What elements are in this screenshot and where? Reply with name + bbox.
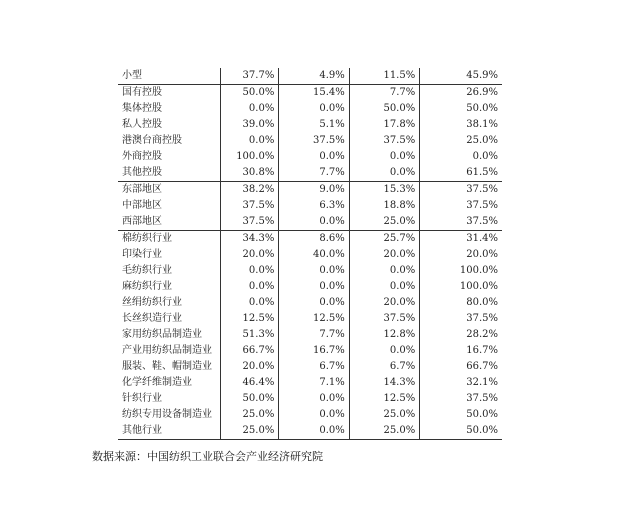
- table-row: [118, 231, 502, 248]
- value-cell: 20.0%: [420, 247, 502, 263]
- value-cell: 18.8%: [349, 198, 419, 214]
- table-body: [118, 68, 502, 440]
- value-cell: 0.0%: [221, 295, 279, 311]
- row-label: 棉纺织行业: [118, 231, 221, 248]
- source-note: 数据来源：中国纺织工业联合会产业经济研究院: [92, 450, 323, 463]
- value-cell: 0.0%: [420, 149, 502, 165]
- row-label: 西部地区: [122, 216, 162, 227]
- value-cell: 0.0%: [279, 214, 349, 231]
- table-row: [118, 327, 502, 343]
- row-label: 纺织专用设备制造业: [122, 409, 212, 420]
- table-row: [118, 149, 502, 165]
- row-label: 印染行业: [122, 249, 162, 260]
- value-cell: 8.6%: [279, 231, 349, 248]
- table-row: [118, 311, 502, 327]
- value-cell: 0.0%: [349, 343, 419, 359]
- value-cell: 66.7%: [221, 343, 279, 359]
- value-cell: 50.0%: [349, 101, 419, 117]
- table-row: [118, 407, 502, 423]
- value-cell: 40.0%: [279, 247, 349, 263]
- value-cell: 61.5%: [420, 165, 502, 182]
- value-cell: 0.0%: [279, 407, 349, 423]
- value-cell: 38.2%: [221, 182, 279, 199]
- value-cell: 17.8%: [349, 117, 419, 133]
- value-cell: 6.3%: [279, 198, 349, 214]
- table-row: [118, 133, 502, 149]
- value-cell: 38.1%: [420, 117, 502, 133]
- value-cell: 51.3%: [221, 327, 279, 343]
- row-label: 其他控股: [122, 167, 162, 178]
- row-label: 港澳台商控股: [122, 135, 182, 146]
- table-row: [118, 295, 502, 311]
- value-cell: 16.7%: [279, 343, 349, 359]
- value-cell: 20.0%: [221, 359, 279, 375]
- table-row: [118, 165, 502, 182]
- value-cell: 37.5%: [420, 214, 502, 231]
- row-label: 国有控股: [118, 85, 221, 102]
- value-cell: 0.0%: [349, 165, 419, 182]
- value-cell: 12.5%: [279, 311, 349, 327]
- value-cell: 50.0%: [420, 423, 502, 440]
- value-cell: 6.7%: [349, 359, 419, 375]
- value-cell: 37.5%: [221, 214, 279, 231]
- value-cell: 25.0%: [349, 423, 419, 440]
- value-cell: 0.0%: [279, 423, 349, 440]
- value-cell: 6.7%: [279, 359, 349, 375]
- value-cell: 32.1%: [420, 375, 502, 391]
- value-cell: 0.0%: [279, 295, 349, 311]
- value-cell: 16.7%: [420, 343, 502, 359]
- table-row: [118, 423, 502, 440]
- value-cell: 25.0%: [349, 214, 419, 231]
- value-cell: 15.3%: [349, 182, 419, 199]
- table-row: [118, 85, 502, 102]
- value-cell: 7.7%: [279, 165, 349, 182]
- value-cell: 0.0%: [221, 101, 279, 117]
- value-cell: 100.0%: [420, 279, 502, 295]
- row-label: 麻纺织行业: [122, 281, 172, 292]
- value-cell: 7.1%: [279, 375, 349, 391]
- value-cell: 37.5%: [420, 182, 502, 199]
- value-cell: 37.5%: [420, 391, 502, 407]
- value-cell: 20.0%: [349, 295, 419, 311]
- value-cell: 14.3%: [349, 375, 419, 391]
- value-cell: 4.9%: [279, 68, 349, 85]
- value-cell: 50.0%: [420, 101, 502, 117]
- value-cell: 0.0%: [279, 101, 349, 117]
- value-cell: 7.7%: [349, 85, 419, 102]
- row-label: 集体控股: [122, 103, 162, 114]
- table-row: [118, 247, 502, 263]
- value-cell: 25.7%: [349, 231, 419, 248]
- value-cell: 37.7%: [221, 68, 279, 85]
- value-cell: 50.0%: [221, 391, 279, 407]
- value-cell: 12.8%: [349, 327, 419, 343]
- value-cell: 25.0%: [349, 407, 419, 423]
- table-row: [118, 375, 502, 391]
- value-cell: 50.0%: [420, 407, 502, 423]
- row-label: 中部地区: [122, 200, 162, 211]
- value-cell: 100.0%: [420, 263, 502, 279]
- value-cell: 0.0%: [221, 133, 279, 149]
- value-cell: 37.5%: [279, 133, 349, 149]
- row-label: 针织行业: [122, 393, 162, 404]
- value-cell: 12.5%: [349, 391, 419, 407]
- value-cell: 66.7%: [420, 359, 502, 375]
- value-cell: 50.0%: [221, 85, 279, 102]
- value-cell: 0.0%: [279, 391, 349, 407]
- value-cell: 39.0%: [221, 117, 279, 133]
- row-label: 化学纤维制造业: [122, 377, 192, 388]
- row-label: 小型: [122, 70, 142, 81]
- data-table: [118, 68, 502, 440]
- value-cell: 0.0%: [349, 279, 419, 295]
- value-cell: 0.0%: [279, 279, 349, 295]
- value-cell: 0.0%: [221, 263, 279, 279]
- table-row: [118, 279, 502, 295]
- row-label: 外商控股: [122, 151, 162, 162]
- value-cell: 0.0%: [221, 279, 279, 295]
- value-cell: 34.3%: [221, 231, 279, 248]
- row-label: 丝绢纺织行业: [122, 297, 182, 308]
- value-cell: 26.9%: [420, 85, 502, 102]
- value-cell: 12.5%: [221, 311, 279, 327]
- value-cell: 37.5%: [349, 133, 419, 149]
- value-cell: 0.0%: [279, 263, 349, 279]
- row-label: 其他行业: [118, 423, 221, 440]
- table-row: [118, 214, 502, 231]
- value-cell: 7.7%: [279, 327, 349, 343]
- table-row: [118, 117, 502, 133]
- value-cell: 20.0%: [221, 247, 279, 263]
- table-row: [118, 198, 502, 214]
- row-label: 长丝织造行业: [122, 313, 182, 324]
- row-label: 私人控股: [122, 119, 162, 130]
- row-label: 产业用纺织品制造业: [122, 345, 212, 356]
- value-cell: 5.1%: [279, 117, 349, 133]
- table-row: [118, 391, 502, 407]
- value-cell: 11.5%: [349, 68, 419, 85]
- table-row: [118, 343, 502, 359]
- table-row: [118, 182, 502, 199]
- value-cell: 9.0%: [279, 182, 349, 199]
- table-row: [118, 68, 502, 85]
- row-label: 东部地区: [118, 182, 221, 199]
- value-cell: 80.0%: [420, 295, 502, 311]
- value-cell: 25.0%: [221, 423, 279, 440]
- value-cell: 45.9%: [420, 68, 502, 85]
- value-cell: 37.5%: [420, 311, 502, 327]
- table-row: [118, 359, 502, 375]
- value-cell: 0.0%: [279, 149, 349, 165]
- value-cell: 25.0%: [221, 407, 279, 423]
- value-cell: 37.5%: [420, 198, 502, 214]
- value-cell: 15.4%: [279, 85, 349, 102]
- value-cell: 37.5%: [221, 198, 279, 214]
- row-label: 毛纺织行业: [122, 265, 172, 276]
- value-cell: 31.4%: [420, 231, 502, 248]
- table-row: [118, 101, 502, 117]
- value-cell: 37.5%: [349, 311, 419, 327]
- value-cell: 0.0%: [349, 149, 419, 165]
- value-cell: 28.2%: [420, 327, 502, 343]
- value-cell: 0.0%: [349, 263, 419, 279]
- value-cell: 25.0%: [420, 133, 502, 149]
- row-label: 家用纺织品制造业: [122, 329, 202, 340]
- value-cell: 30.8%: [221, 165, 279, 182]
- row-label: 服装、鞋、帽制造业: [122, 361, 212, 372]
- value-cell: 46.4%: [221, 375, 279, 391]
- table-row: [118, 263, 502, 279]
- value-cell: 100.0%: [221, 149, 279, 165]
- value-cell: 20.0%: [349, 247, 419, 263]
